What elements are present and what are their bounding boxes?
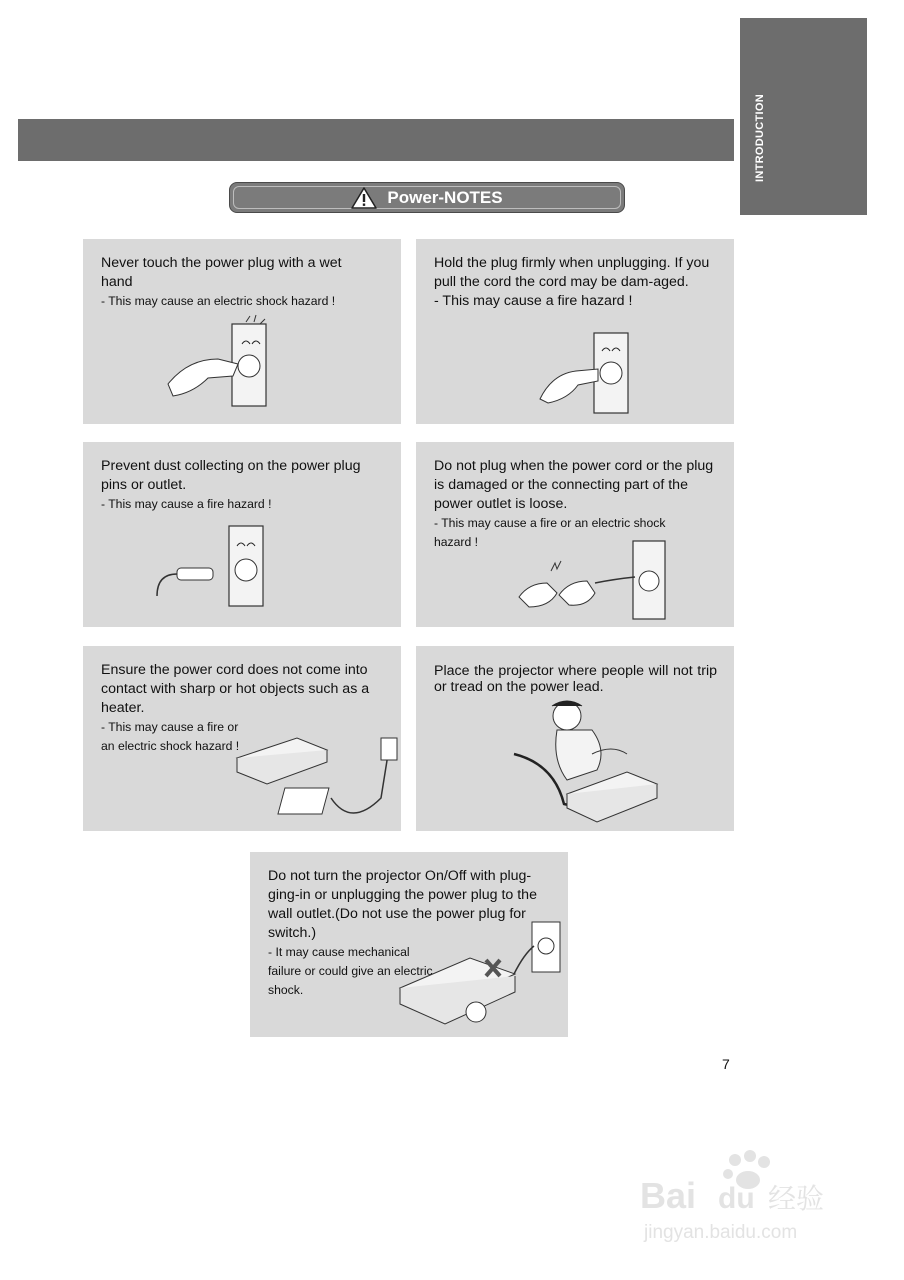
section-tab — [740, 18, 867, 215]
note-warning: - It may cause mechanical failure or could give an electric shock. — [268, 945, 433, 997]
note-warning: - This may cause a fire or an electric shock hazard ! — [434, 516, 666, 549]
section-tab-label: INTRODUCTION — [754, 94, 766, 182]
note-text: Do not turn the projector On/Off with plug-ging-in or unplugging the power plug to the wall outlet.(Do not use the power plug for switch.) — [268, 868, 537, 941]
heater-cord-illustration — [231, 728, 401, 828]
header-bar — [18, 119, 734, 161]
svg-text:Bai: Bai — [640, 1175, 697, 1216]
svg-text:jingyan.baidu.com: jingyan.baidu.com — [644, 1222, 798, 1243]
svg-text:du: du — [718, 1182, 755, 1215]
svg-text:经验: 经验 — [768, 1182, 825, 1215]
wet-hand-plug-illustration — [158, 314, 278, 414]
note-card — [250, 852, 568, 1037]
projector-switch-illustration — [396, 918, 566, 1033]
note-warning: - This may cause a fire hazard ! — [101, 497, 272, 511]
note-text: Do not plug when the power cord or the plug is damaged or the connecting part of the power outlet is loose. — [434, 458, 714, 512]
note-card — [416, 239, 734, 424]
note-text: Hold the plug firmly when unplugging. If you pull the cord the cord may be dam-aged. — [434, 255, 710, 290]
tripping-person-illustration — [512, 694, 672, 829]
damaged-cord-illustration — [511, 537, 671, 622]
page-number: 7 — [722, 1056, 730, 1072]
note-warning: - This may cause a fire or an electric shock hazard ! — [101, 720, 240, 753]
note-text: Never touch the power plug with a wet hand — [101, 255, 342, 290]
unplugging-illustration — [536, 329, 636, 419]
note-card — [416, 646, 734, 831]
note-warning: - This may cause a fire hazard ! — [434, 293, 633, 309]
section-title-text: Power-NOTES — [387, 187, 503, 207]
warning-triangle-icon — [351, 187, 377, 209]
note-warning: - This may cause an electric shock hazard ! — [101, 294, 336, 308]
section-title — [229, 182, 625, 213]
note-card — [83, 646, 401, 831]
note-card — [83, 442, 401, 627]
note-text: Prevent dust collecting on the power plug pins or outlet. — [101, 458, 361, 493]
note-text: Place the projector where people will not trip or tread on the power lead. — [434, 663, 717, 695]
dusty-plug-illustration — [153, 522, 273, 612]
note-card — [83, 239, 401, 424]
note-text: Ensure the power cord does not come into contact with sharp or hot objects such as a heater. — [101, 662, 370, 716]
note-card — [416, 442, 734, 627]
baidu-jingyan-watermark — [640, 1150, 860, 1250]
